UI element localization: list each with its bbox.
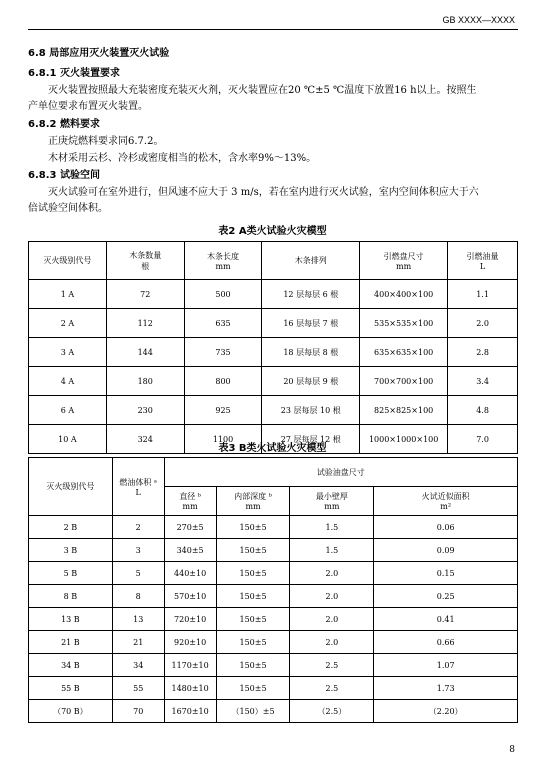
- table3-header-tray: 试验油盘尺寸: [164, 458, 517, 487]
- table3-cell: 150±5: [216, 585, 290, 608]
- section-6-8-1-text-line1: 灭火装置按照最大充装密度充装灭火剂，灭火装置应在20 ℃±5 ℃温度下放置16 h以上。按照生: [48, 85, 477, 96]
- table3-cell: 0.25: [374, 585, 518, 608]
- table3-cell: 570±10: [164, 585, 216, 608]
- table3-row: [29, 700, 518, 723]
- table3-cell: 2: [112, 516, 164, 539]
- table3-cell: （2.20）: [374, 700, 518, 723]
- table3-cell: 150±5: [216, 677, 290, 700]
- table2-cell: 180: [106, 367, 184, 396]
- section-6-8-title: 6.8 局部应用灭火装置灭火试验: [28, 48, 170, 59]
- table2-header-cell: 木条长度 mm: [184, 242, 262, 280]
- table3-cell: 5 B: [29, 562, 113, 585]
- table2-cell: 400×400×100: [360, 280, 448, 309]
- table3-cell: 2.5: [290, 654, 374, 677]
- table2-cell: 72: [106, 280, 184, 309]
- table3-cell: 0.41: [374, 608, 518, 631]
- table3-row: [29, 677, 518, 700]
- table3-cell: 150±5: [216, 654, 290, 677]
- table3-cell: 1.73: [374, 677, 518, 700]
- table2-cell: 635×635×100: [360, 338, 448, 367]
- table2-cell: 2.0: [448, 309, 518, 338]
- table2-cell: 4.8: [448, 396, 518, 425]
- table3: [28, 457, 518, 723]
- table3-cell: 70: [112, 700, 164, 723]
- table3-cell: 920±10: [164, 631, 216, 654]
- table3-row: [29, 608, 518, 631]
- table3-cell: 2 B: [29, 516, 113, 539]
- section-6-8-2-text-line2: 木材采用云杉、冷杉或密度相当的松木，含水率9%～13%。: [48, 153, 317, 164]
- table3-cell: 21: [112, 631, 164, 654]
- table3-caption: 表3 B类火试验火灾模型: [218, 443, 327, 454]
- table3-cell: 55 B: [29, 677, 113, 700]
- table3-cell: 1670±10: [164, 700, 216, 723]
- table2-row: [29, 338, 518, 367]
- table3-cell: （2.5）: [290, 700, 374, 723]
- section-6-8-3-text-line2: 倍试验空间体积。: [28, 203, 108, 214]
- table3-cell: 1480±10: [164, 677, 216, 700]
- table3-cell: 34: [112, 654, 164, 677]
- table2-cell: 230: [106, 396, 184, 425]
- table2-header-row: [29, 242, 518, 280]
- table3-header-code: 灭火级别代号: [29, 458, 113, 516]
- table3-cell: 8 B: [29, 585, 113, 608]
- table3-cell: 1.5: [290, 539, 374, 562]
- section-6-8-1-text-line2: 产单位要求布置灭火装置。: [28, 101, 148, 112]
- table3-row: [29, 562, 518, 585]
- table2-cell: 800: [184, 367, 262, 396]
- table3-cell: 3: [112, 539, 164, 562]
- table2-cell: 2 A: [29, 309, 107, 338]
- table3-subheader-cell: 火试近似面积 m²: [374, 487, 518, 516]
- table3-subheader-cell: 直径 ᵇ mm: [164, 487, 216, 516]
- section-6-8-2-title: 6.8.2 燃料要求: [28, 119, 100, 130]
- table2-header-cell: 木条排列: [262, 242, 360, 280]
- table3-cell: 55: [112, 677, 164, 700]
- table3-cell: 13: [112, 608, 164, 631]
- table3-cell: 2.0: [290, 585, 374, 608]
- table3-cell: 0.15: [374, 562, 518, 585]
- table2-cell: 3 A: [29, 338, 107, 367]
- table2-header-cell: 灭火级别代号: [29, 242, 107, 280]
- table3-cell: 3 B: [29, 539, 113, 562]
- table3-header-fuel: 燃油体积 ᵃ L: [112, 458, 164, 516]
- table3-cell: 2.0: [290, 562, 374, 585]
- table2-cell: 825×825×100: [360, 396, 448, 425]
- table2-row: [29, 309, 518, 338]
- table2-cell: 20 层每层 9 根: [262, 367, 360, 396]
- table3-header-row: [29, 458, 518, 487]
- table2-row: [29, 280, 518, 309]
- table2-row: [29, 367, 518, 396]
- table2: [28, 241, 518, 454]
- table3-row: [29, 516, 518, 539]
- table2-cell: 735: [184, 338, 262, 367]
- table3-cell: 1.07: [374, 654, 518, 677]
- table3-cell: 0.09: [374, 539, 518, 562]
- table2-cell: 23 层每层 10 根: [262, 396, 360, 425]
- table3-cell: 13 B: [29, 608, 113, 631]
- table3-row: [29, 585, 518, 608]
- table3-cell: 8: [112, 585, 164, 608]
- table2-header-cell: 引燃油量 L: [448, 242, 518, 280]
- table2-cell: 7.0: [448, 425, 518, 454]
- table3-cell: 1170±10: [164, 654, 216, 677]
- section-6-8-3-text-line1: 灭火试验可在室外进行，但风速不应大于 3 m/s，若在室内进行灭火试验，室内空间体积应大于六: [48, 187, 479, 198]
- table3-cell: 340±5: [164, 539, 216, 562]
- table3-cell: 2.0: [290, 631, 374, 654]
- table2-header-cell: 木条数量 根: [106, 242, 184, 280]
- table2-cell: 324: [106, 425, 184, 454]
- table2-caption: 表2 A类火试验火灾模型: [218, 226, 327, 237]
- table2-cell: 2.8: [448, 338, 518, 367]
- table2-cell: 112: [106, 309, 184, 338]
- section-6-8-3-title: 6.8.3 试验空间: [28, 170, 100, 181]
- table3-cell: 720±10: [164, 608, 216, 631]
- section-6-8-2-text-line1: 正庚烷燃料要求同6.7.2。: [48, 136, 164, 147]
- table2-cell: 18 层每层 8 根: [262, 338, 360, 367]
- table3-subheader-cell: 最小壁厚 mm: [290, 487, 374, 516]
- table2-cell: 535×535×100: [360, 309, 448, 338]
- table3-cell: 150±5: [216, 516, 290, 539]
- table3-row: [29, 539, 518, 562]
- table3-row: [29, 631, 518, 654]
- page-number: 8: [509, 745, 515, 755]
- table2-cell: 12 层每层 6 根: [262, 280, 360, 309]
- table3-cell: 270±5: [164, 516, 216, 539]
- table2-cell: 1.1: [448, 280, 518, 309]
- table2-cell: 635: [184, 309, 262, 338]
- table3-cell: 440±10: [164, 562, 216, 585]
- table2-cell: 16 层每层 7 根: [262, 309, 360, 338]
- standard-code: GB XXXX—XXXX: [442, 15, 515, 25]
- table3-cell: 150±5: [216, 631, 290, 654]
- table3-cell: 2.5: [290, 677, 374, 700]
- table3-cell: 0.06: [374, 516, 518, 539]
- table3-cell: 34 B: [29, 654, 113, 677]
- table2-row: [29, 396, 518, 425]
- header-rule: [28, 29, 518, 30]
- table2-cell: 1 A: [29, 280, 107, 309]
- table3-cell: 150±5: [216, 608, 290, 631]
- table3-cell: 2.0: [290, 608, 374, 631]
- table3-cell: 21 B: [29, 631, 113, 654]
- table2-cell: 500: [184, 280, 262, 309]
- table2-header-cell: 引燃盘尺寸 mm: [360, 242, 448, 280]
- table3-row: [29, 654, 518, 677]
- table2-cell: 27 层每层 12 根: [262, 425, 360, 454]
- section-6-8-1-title: 6.8.1 灭火装置要求: [28, 68, 120, 79]
- table3-cell: （70 B）: [29, 700, 113, 723]
- table2-cell: 6 A: [29, 396, 107, 425]
- table2-cell: 1000×1000×100: [360, 425, 448, 454]
- table2-cell: 3.4: [448, 367, 518, 396]
- table2-cell: 1100: [184, 425, 262, 454]
- table2-cell: 10 A: [29, 425, 107, 454]
- table3-cell: 150±5: [216, 562, 290, 585]
- table3-cell: （150）±5: [216, 700, 290, 723]
- table2-cell: 925: [184, 396, 262, 425]
- table3-subheader-cell: 内部深度 ᵇ mm: [216, 487, 290, 516]
- table3-cell: 5: [112, 562, 164, 585]
- table3-cell: 0.66: [374, 631, 518, 654]
- table2-cell: 4 A: [29, 367, 107, 396]
- table2-cell: 700×700×100: [360, 367, 448, 396]
- table3-cell: 1.5: [290, 516, 374, 539]
- table2-cell: 144: [106, 338, 184, 367]
- table3-cell: 150±5: [216, 539, 290, 562]
